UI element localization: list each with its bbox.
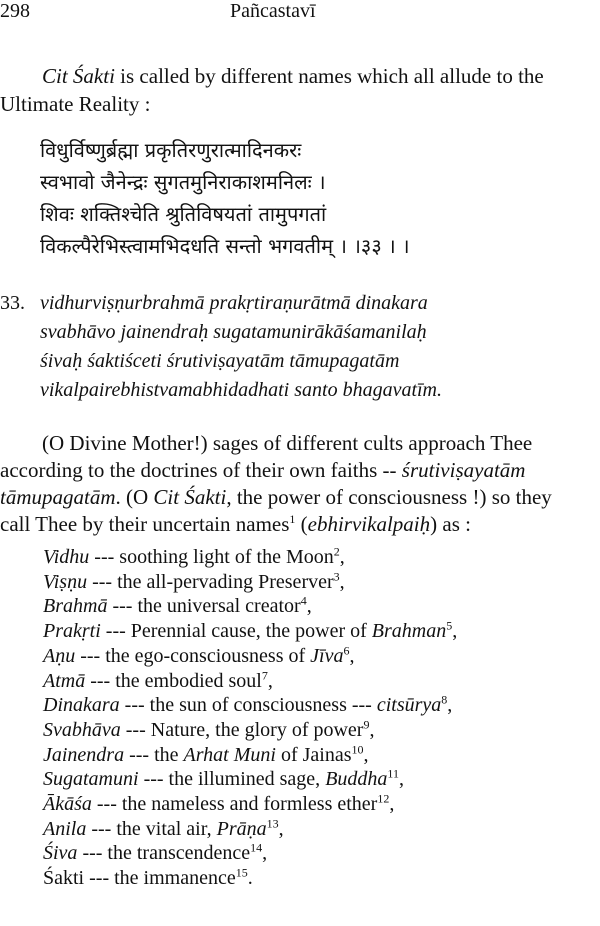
glossary-definition: the transcendence xyxy=(107,842,251,865)
translation-text: , the power of consciousness !) so they xyxy=(226,485,552,509)
running-title: Pañcastavī xyxy=(230,0,316,22)
verse-number: 33. xyxy=(0,292,25,314)
glossary-term: Ākāśa xyxy=(43,793,92,816)
sanskrit-verse xyxy=(40,134,410,262)
glossary-separator: --- xyxy=(138,768,169,791)
translation-term: Cit Śakti xyxy=(153,485,227,509)
glossary-separator: --- xyxy=(107,595,138,618)
glossary-punctuation: , xyxy=(262,842,268,865)
glossary-separator: --- xyxy=(120,718,151,741)
glossary-definition: the ego-consciousness of xyxy=(105,644,311,667)
glossary-separator: --- xyxy=(119,694,150,717)
transliteration-line: vikalpairebhistvamabhidadhati santo bhagavatīm. xyxy=(40,379,443,401)
glossary-separator: --- xyxy=(77,842,108,865)
glossary-punctuation: , xyxy=(389,793,395,816)
glossary-punctuation: , xyxy=(398,768,404,791)
glossary-entry xyxy=(43,644,457,669)
sanskrit-line: शिवः शक्तिश्चेति श्रुतिविषयतां तामुपगतां xyxy=(40,202,327,226)
footnote-ref: 5 xyxy=(446,618,453,633)
glossary-separator: --- xyxy=(89,546,120,568)
glossary-definition: Perennial cause, the power of xyxy=(130,620,372,643)
glossary-punctuation: , xyxy=(363,743,369,766)
sanskrit-line: स्वभावो जैनेन्द्रः सुगतमुनिराकाशमनिलः । xyxy=(40,170,326,194)
glossary-definition-term: Buddha xyxy=(325,768,388,791)
sanskrit-line: विकल्पैरेभिस्त्वामभिदधति सन्तो भगवतीम् । ।३३ । । xyxy=(40,234,410,258)
footnote-ref: 8 xyxy=(441,692,448,707)
glossary-definition: soothing light of the Moon xyxy=(119,546,334,568)
translation-term: tāmupagatām xyxy=(0,485,116,509)
glossary-separator: --- xyxy=(100,620,131,643)
glossary-entry xyxy=(43,570,457,595)
glossary-definition-term: citsūrya xyxy=(376,694,442,717)
footnote-ref: 14 xyxy=(250,840,263,855)
glossary-definition: the vital air, xyxy=(116,817,217,840)
translation-line-3 xyxy=(0,484,600,511)
footnote-ref: 13 xyxy=(266,816,279,831)
glossary-punctuation: , xyxy=(267,669,273,692)
translation-text: ) as : xyxy=(430,512,471,536)
glossary-definition: the universal creator xyxy=(137,595,301,618)
footnote-ref: 2 xyxy=(333,544,340,559)
intro-text: is called by different names which all allude to the xyxy=(114,64,544,88)
glossary-definition: the xyxy=(154,743,184,766)
glossary-entry xyxy=(43,866,457,891)
glossary-punctuation: , xyxy=(278,817,284,840)
glossary-entry xyxy=(43,792,457,817)
glossary-definition: Nature, the glory of power xyxy=(150,718,364,741)
glossary-separator: --- xyxy=(124,743,155,766)
glossary-definition: the illumined sage, xyxy=(168,768,326,791)
footnote-ref: 7 xyxy=(261,667,268,682)
footnote-ref: 11 xyxy=(387,766,399,781)
glossary-term: Dinakara xyxy=(43,694,120,717)
glossary-entry xyxy=(43,718,457,743)
glossary-definition: the all-pervading Preserver xyxy=(117,570,334,593)
glossary-term: Śakti xyxy=(43,867,85,890)
glossary-term: Anila xyxy=(43,817,87,840)
glossary-punctuation: , xyxy=(447,694,453,717)
intro-line-2: Ultimate Reality : xyxy=(0,92,151,116)
glossary-entry xyxy=(43,545,457,570)
glossary-entry xyxy=(43,693,457,718)
glossary-definition: of Jainas xyxy=(275,743,352,766)
footnote-ref: 3 xyxy=(333,569,340,584)
transliteration-block xyxy=(0,289,442,405)
transliteration-line: vidhurviṣṇurbrahmā prakṛtiraṇurātmā dinakara xyxy=(40,292,428,314)
glossary-separator: --- xyxy=(91,793,122,816)
intro-line-1 xyxy=(0,62,600,90)
footnote-ref: 1 xyxy=(289,512,296,526)
translation-text: according to the doctrines of their own faiths -- xyxy=(0,458,402,482)
intro-paragraph xyxy=(0,62,600,118)
translation-text: . (O xyxy=(115,485,154,509)
translation-line-1: (O Divine Mother!) sages of different cults approach Thee xyxy=(42,431,533,455)
glossary-punctuation: , xyxy=(369,718,375,741)
glossary-separator: --- xyxy=(85,669,116,692)
glossary-definition-term: Arhat Muni xyxy=(183,743,276,766)
glossary-term: Śiva xyxy=(43,842,78,865)
glossary-entry xyxy=(43,817,457,842)
footnote-ref: 4 xyxy=(300,593,307,608)
glossary-definition-term: Brahman xyxy=(371,620,447,643)
glossary-term: Prakṛti xyxy=(43,620,101,643)
glossary-term: Vidhu xyxy=(43,546,90,568)
transliteration-line: śivaḥ śaktiśceti śrutiviṣayatām tāmupagatām xyxy=(40,350,400,372)
sanskrit-line: विधुर्विष्णुर्ब्रह्मा प्रकृतिरणुरात्मादिनकरः xyxy=(40,138,302,162)
footnote-ref: 12 xyxy=(377,791,390,806)
glossary-entry xyxy=(43,841,457,866)
glossary-punctuation: , xyxy=(339,570,345,593)
glossary-term: Atmā xyxy=(43,669,86,692)
glossary-entry xyxy=(43,619,457,644)
footnote-ref: 10 xyxy=(351,741,364,756)
glossary-separator: --- xyxy=(84,867,115,890)
translation-text: call Thee by their uncertain names xyxy=(0,512,290,536)
glossary-separator: --- xyxy=(86,817,117,840)
translation-paragraph xyxy=(0,430,600,538)
glossary-definition: the embodied soul xyxy=(115,669,262,692)
glossary-definition-term: Prāṇa xyxy=(216,817,267,840)
translation-text: ( xyxy=(295,512,308,536)
glossary-term: Svabhāva xyxy=(43,718,121,741)
glossary-definition: the sun of consciousness --- xyxy=(149,694,377,717)
intro-term: Cit Śakti xyxy=(42,64,115,88)
translation-term: ebhirvikalpaiḥ xyxy=(307,512,431,536)
glossary-separator: --- xyxy=(87,570,118,593)
glossary-term: Brahmā xyxy=(43,595,108,618)
glossary-entry xyxy=(43,767,457,792)
glossary-punctuation: , xyxy=(452,620,458,643)
page-number: 298 xyxy=(0,0,30,22)
glossary-term: Sugatamuni xyxy=(43,768,139,791)
glossary-separator: --- xyxy=(75,644,106,667)
glossary-definition: the immanence xyxy=(114,867,236,890)
glossary-entry xyxy=(43,743,457,768)
glossary-entry xyxy=(43,594,457,619)
transliteration-line: svabhāvo jainendraḥ sugatamunirākāśamanilaḥ xyxy=(40,321,427,343)
glossary-punctuation: , xyxy=(349,644,355,667)
glossary-punctuation: , xyxy=(306,595,312,618)
glossary-term: Viṣṇu xyxy=(43,570,88,593)
footnote-ref: 9 xyxy=(363,717,370,732)
glossary-entry xyxy=(43,669,457,694)
translation-line-2 xyxy=(0,457,600,484)
glossary-definition-term: Jīva xyxy=(310,644,344,667)
translation-term: śrutiviṣayatām xyxy=(401,458,526,482)
glossary-definition: the nameless and formless ether xyxy=(121,793,378,816)
glossary-list xyxy=(43,545,457,891)
glossary-term: Jainendra xyxy=(43,743,125,766)
footnote-ref: 15 xyxy=(235,865,248,880)
translation-line-4 xyxy=(0,511,600,538)
glossary-punctuation: . xyxy=(247,867,253,890)
footnote-ref: 6 xyxy=(343,643,350,658)
glossary-punctuation: , xyxy=(339,546,345,568)
glossary-term: Aṇu xyxy=(43,644,76,667)
